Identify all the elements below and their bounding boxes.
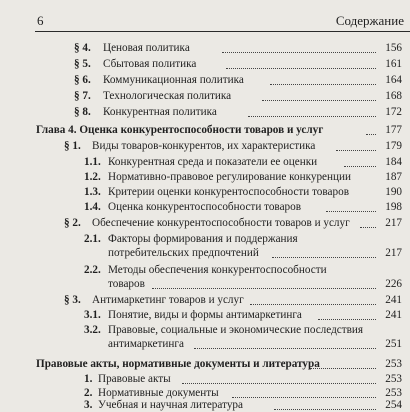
toc-leader [232,397,376,398]
toc-num-c4s3: § 3. [64,294,81,306]
toc-text-c4s22-line1: Методы обеспечения конкурентоспособности [108,264,327,276]
toc-text-l2: Нормативные документы [98,387,219,399]
toc-page-c4s31: 241 [385,309,402,321]
toc-page-c4s13: 190 [385,186,402,198]
toc-page-c4s3: 241 [385,294,402,306]
toc-page-c4s22: 226 [385,278,402,290]
page-header [0,0,410,34]
toc-leader [326,211,376,212]
toc-text-c4s31: Понятие, виды и формы антимаркетинга [108,309,302,321]
toc-num-c4s13: 1.3. [84,186,101,198]
toc-num-c4s32: 3.2. [84,324,101,336]
toc-leader [248,116,376,117]
toc-page-c4s11: 184 [385,156,402,168]
legal-section-title: Правовые акты, нормативные документы и литература [36,358,320,370]
toc-leader [318,319,376,320]
toc-num-l2: 2. [84,387,93,399]
toc-text-s8: Конкурентная политика [103,106,217,118]
toc-num-c4s2: § 2. [64,217,81,229]
toc-page-s8: 172 [385,106,402,118]
toc-page-c4s2: 217 [385,217,402,229]
toc-text-c4s13: Критерии оценки конкурентоспособности товаров [108,186,349,198]
toc-leader [360,227,376,228]
toc-text-s4: Ценовая политика [103,42,190,54]
toc-leader [272,257,376,258]
toc-page-l2: 253 [385,387,402,399]
toc-num-s7: § 7. [74,90,91,102]
toc-leader [226,68,376,69]
toc-text-c4s12: Нормативно-правовое регулирование конкуренции [108,171,351,183]
toc-num-s4: § 4. [74,42,91,54]
toc-text-l3: Учебная и научная литература [98,399,243,411]
toc-leader [262,100,376,101]
toc-page-s4: 156 [385,42,402,54]
toc-num-s6: § 6. [74,74,91,86]
toc-text-c4s2: Обеспечение конкурентоспособности товаров и услуг [92,217,350,229]
toc-num-c4s22: 2.2. [84,264,101,276]
toc-text-c4s32-line2: антимаркетинга [108,338,184,350]
toc-num-l3: 3. [84,399,93,411]
toc-text-c4s3: Антимаркетинг товаров и услуг [92,294,244,306]
toc-text-c4s21-line1: Факторы формирования и поддержания [108,233,298,245]
toc-text-c4s22-line2: товаров [108,278,145,290]
toc-page-legal: 253 [385,358,402,370]
toc-page-l1: 253 [385,373,402,385]
toc-leader [366,134,376,135]
toc-num-c4s14: 1.4. [84,201,101,213]
toc-num-s8: § 8. [74,106,91,118]
toc-page-c4s1: 179 [385,140,402,152]
toc-text-l1: Правовые акты [98,373,171,385]
toc-page-c4s12: 187 [385,171,402,183]
toc-text-c4s21-line2: потребительских предпочтений [108,247,259,259]
toc-page-s5: 161 [385,58,402,70]
toc-leader [344,166,376,167]
toc-text-c4s14: Оценка конкурентоспособности товаров [108,201,302,213]
toc-text-s7: Технологическая политика [103,90,232,102]
toc-page-c4s14: 198 [385,201,402,213]
toc-page-c4s21: 217 [385,247,402,259]
toc-leader [194,348,376,349]
toc-leader [310,368,376,369]
toc-leader [274,409,376,410]
running-title: Содержание [335,13,404,28]
toc-num-c4s31: 3.1. [84,309,101,321]
toc-num-s5: § 5. [74,58,91,70]
toc-num-c4s21: 2.1. [84,233,101,245]
toc-leader [250,304,376,305]
toc-leader [222,52,376,53]
chapter-4-title: Глава 4. Оценка конкурентоспособности товаров и услуг [36,124,324,136]
toc-page-c4s32: 251 [385,338,402,350]
toc-page-s7: 168 [385,90,402,102]
toc-page-l3: 254 [385,399,402,411]
toc-leader [152,288,376,289]
toc-text-s6: Коммуникационная политика [103,74,244,86]
toc-text-c4s32-line1: Правовые, социальные и экономические последствия [108,324,364,336]
toc-num-c4s1: § 1. [64,140,81,152]
toc-page-s6: 164 [385,74,402,86]
header-rule [35,31,410,32]
toc-leader [182,383,376,384]
toc-text-s5: Сбытовая политика [103,58,197,70]
toc-num-c4s12: 1.2. [84,171,101,183]
toc-num-l1: 1. [84,373,93,385]
toc-num-c4s11: 1.1. [84,156,101,168]
page-number: 6 [37,13,44,28]
toc-leader [336,150,376,151]
toc-leader [270,84,376,85]
toc-text-c4s11: Конкурентная среда и показатели ее оценки [108,156,318,168]
toc-text-c4s1: Виды товаров-конкурентов, их характеристика [92,140,316,152]
toc-page-ch4: 177 [385,124,402,136]
